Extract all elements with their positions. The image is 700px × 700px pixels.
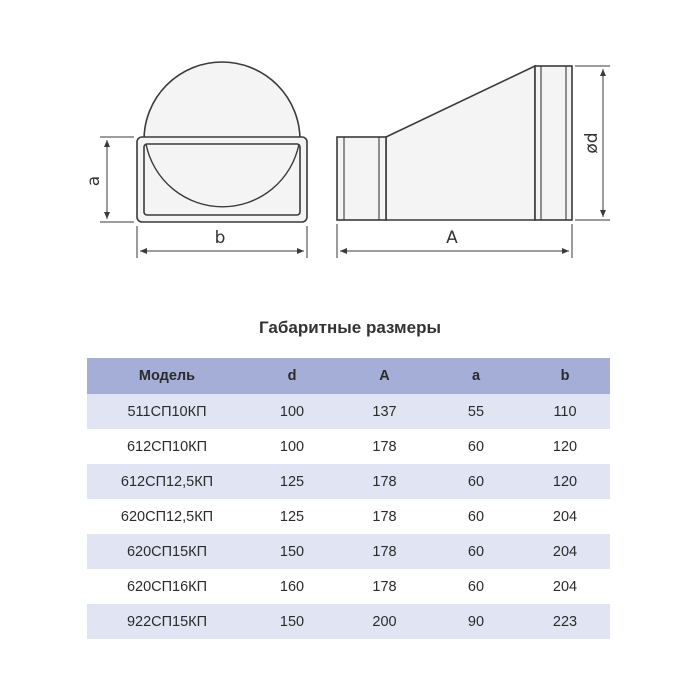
cell-b: 204 — [520, 499, 610, 534]
cell-A: 178 — [337, 464, 432, 499]
cell-d: 125 — [247, 499, 337, 534]
dimensions-table — [87, 358, 610, 639]
cell-model: 612СП10КП — [87, 429, 247, 464]
cell-model: 620СП16КП — [87, 569, 247, 604]
header-a: a — [432, 358, 520, 394]
cell-model: 511СП10КП — [87, 394, 247, 429]
cell-A: 178 — [337, 499, 432, 534]
cell-a: 60 — [432, 499, 520, 534]
transition-body — [386, 66, 535, 220]
cell-b: 204 — [520, 569, 610, 604]
cell-d: 125 — [247, 464, 337, 499]
header-model: Модель — [87, 358, 247, 394]
cell-A: 178 — [337, 429, 432, 464]
side-view — [337, 66, 572, 220]
cell-a: 90 — [432, 604, 520, 639]
cell-A: 200 — [337, 604, 432, 639]
cell-b: 120 — [520, 429, 610, 464]
cell-a: 60 — [432, 569, 520, 604]
cell-d: 160 — [247, 569, 337, 604]
cell-A: 137 — [337, 394, 432, 429]
table-row — [87, 604, 610, 639]
dimension-A-label: A — [446, 228, 458, 248]
table-row — [87, 464, 610, 499]
cell-a: 60 — [432, 429, 520, 464]
cell-a: 60 — [432, 464, 520, 499]
cell-b: 110 — [520, 394, 610, 429]
cell-A: 178 — [337, 534, 432, 569]
cell-b: 120 — [520, 464, 610, 499]
table-header-row — [87, 358, 610, 394]
dimension-b-label: b — [214, 228, 226, 248]
rectangular-duct-inner — [144, 144, 300, 215]
cell-a: 60 — [432, 534, 520, 569]
cell-d: 100 — [247, 394, 337, 429]
table-title: Габаритные размеры — [259, 318, 441, 337]
cell-model: 612СП12,5КП — [87, 464, 247, 499]
cell-d: 100 — [247, 429, 337, 464]
front-view — [137, 62, 307, 222]
header-d: d — [247, 358, 337, 394]
cell-model: 922СП15КП — [87, 604, 247, 639]
technical-drawing — [0, 0, 700, 300]
cell-A: 178 — [337, 569, 432, 604]
dimension-a — [100, 137, 134, 222]
header-b: b — [520, 358, 610, 394]
cell-model: 620СП12,5КП — [87, 499, 247, 534]
header-A: A — [337, 358, 432, 394]
cell-b: 204 — [520, 534, 610, 569]
dimension-a-label: a — [84, 175, 104, 187]
cell-b: 223 — [520, 604, 610, 639]
table-row — [87, 394, 610, 429]
table-row — [87, 499, 610, 534]
table-row — [87, 534, 610, 569]
table-row — [87, 429, 610, 464]
cell-model: 620СП15КП — [87, 534, 247, 569]
cell-a: 55 — [432, 394, 520, 429]
cell-d: 150 — [247, 604, 337, 639]
table-row — [87, 569, 610, 604]
cell-d: 150 — [247, 534, 337, 569]
dimension-d-label: ød — [582, 132, 602, 154]
